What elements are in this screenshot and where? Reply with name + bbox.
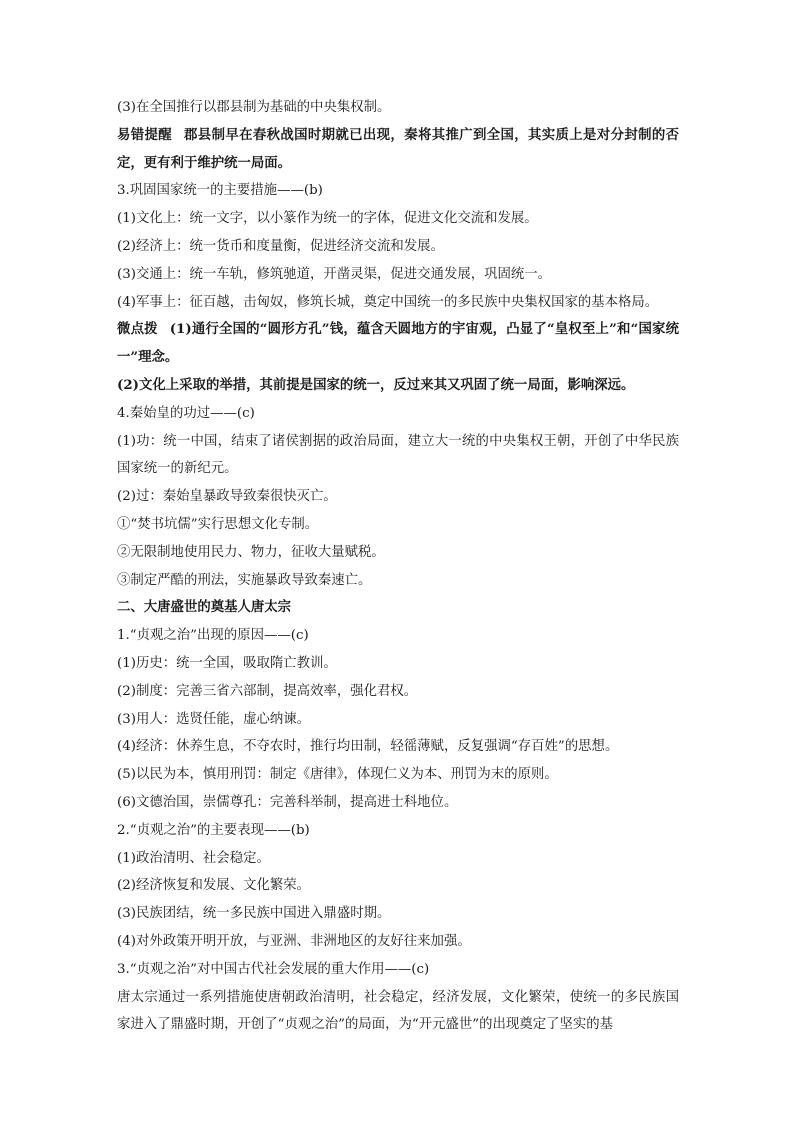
text-line: (3)在全国推行以郡县制为基础的中央集权制。 [117, 100, 391, 115]
text-line: (1)政治清明、社会稳定。 [117, 850, 270, 866]
text-line: (1)文化上：统一文字，以小篆作为统一的字体，促进文化交流和发展。 [117, 211, 538, 227]
text-line: (4)对外政策开明开放，与亚洲、非洲地区的友好往来加强。 [117, 933, 471, 949]
text-line: ③制定严酷的刑法，实施暴政导致秦速亡。 [117, 572, 372, 588]
text-line: (2)过：秦始皇暴政导致秦很快灭亡。 [117, 489, 337, 505]
text-line: (2)经济恢复和发展、文化繁荣。 [117, 878, 311, 894]
text-line: (4)军事上：征百越，击匈奴，修筑长城，奠定中国统一的多民族中央集权国家的基本格局。 [117, 294, 659, 310]
chapter-heading: 二、大唐盛世的奠基人唐太宗 [117, 599, 292, 616]
text-paragraph: 唐太宗通过一系列措施使唐朝政治清明，社会稳定，经济发展，文化繁荣，使统一的多民族国家进入了鼎盛时期，开创了“贞观之治”的局面，为“开元盛世”的出现奠定了坚实的基 [117, 989, 679, 1033]
section-heading: 3.“贞观之治”对中国古代社会发展的重大作用——(c) [117, 961, 430, 977]
text-line: (5)以民为本，慎用刑罚：制定《唐律》，体现仁义为本、刑罚为末的原则。 [117, 767, 558, 783]
document-body [117, 94, 679, 1039]
micro-tip-text-2: (2)文化上采取的举措，其前提是国家的统一，反过来其又巩固了统一局面，影响深远。 [117, 376, 635, 393]
micro-tip-paragraph [117, 316, 679, 372]
text-line: (1)历史：统一全国，吸取隋亡教训。 [117, 655, 337, 671]
text-line: ②无限制地使用民力、物力，征收大量赋税。 [117, 544, 385, 560]
text-line: (6)文德治国，崇儒尊孔：完善科举制，提高进士科地位。 [117, 794, 458, 810]
error-tip-text: 郡县制早在春秋战国时期就已出现，秦将其推广到全国，其实质上是对分封制的否定，更有利于维护统一局面。 [117, 126, 680, 171]
text-line: ①“焚书坑儒”实行思想文化专制。 [117, 516, 319, 532]
text-line: (3)民族团结，统一多民族中国进入鼎盛时期。 [117, 906, 391, 922]
section-heading: 4.秦始皇的功过——(c) [117, 405, 255, 421]
section-heading: 1.“贞观之治”出现的原因——(c) [117, 628, 309, 644]
text-line: (4)经济：休养生息，不夺农时，推行均田制，轻徭薄赋，反复强调“存百姓”的思想。 [117, 739, 619, 755]
text-line: (2)经济上：统一货币和度量衡，促进经济交流和发展。 [117, 238, 444, 254]
text-line: (3)用人：选贤任能，虚心纳谏。 [117, 711, 311, 727]
error-tip-label: 易错提醒 [117, 126, 173, 143]
micro-tip-text: (1)通行全国的“圆形方孔”钱，蕴含天圆地方的宇宙观，凸显了“皇权至上”和“国家统一”理念。 [117, 321, 679, 366]
section-heading: 2.“贞观之治”的主要表现——(b) [117, 822, 310, 838]
text-paragraph: (1)功：统一中国，结束了诸侯割据的政治局面，建立大一统的中央集权王朝，开创了中华民族国家统一的新纪元。 [117, 433, 679, 477]
text-line: (2)制度：完善三省六部制，提高效率，强化君权。 [117, 683, 418, 699]
section-heading: 3.巩固国家统一的主要措施——(b) [117, 183, 323, 199]
text-line: (3)交通上：统一车轨，修筑驰道，开凿灵渠，促进交通发展，巩固统一。 [117, 266, 552, 282]
micro-tip-label: 微点拨 [117, 321, 158, 338]
error-tip-paragraph [117, 122, 679, 178]
